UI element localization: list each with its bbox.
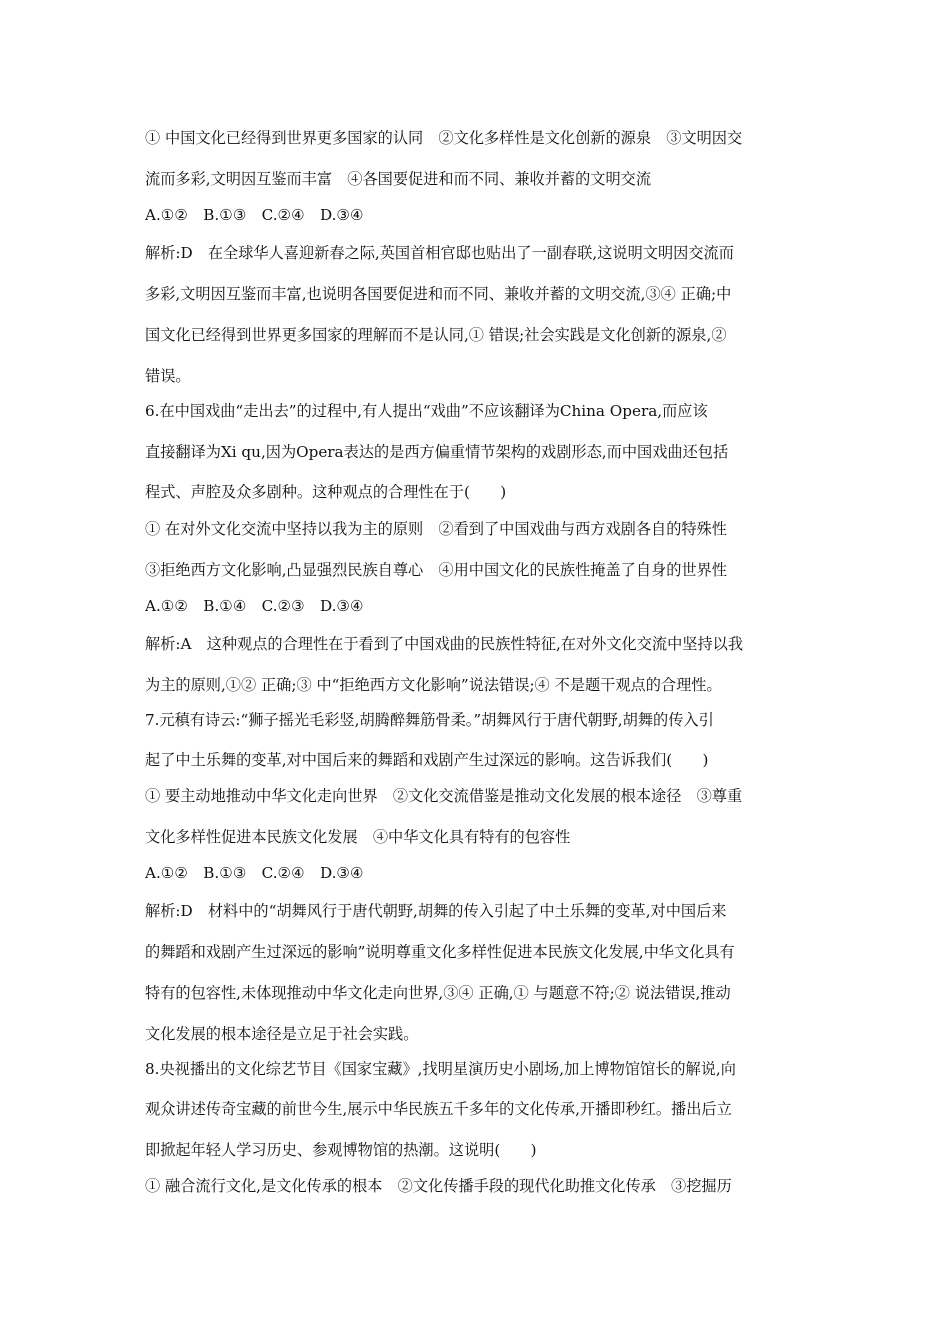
question-7: 7.元稹有诗云:“狮子摇光毛彩竖,胡腾醉舞筋骨柔。”胡舞风行于唐代朝野,胡舞的传入引	[145, 711, 714, 729]
text-line: 解析:A 这种观点的合理性在于看到了中国戏曲的民族性特征,在对外文化交流中坚持以我	[145, 635, 744, 653]
text-line: 解析:D 在全球华人喜迎新春之际,英国首相官邸也贴出了一副春联,这说明文明因交流而	[145, 244, 734, 262]
text-line: 解析:D 材料中的“胡舞风行于唐代朝野,胡舞的传入引起了中土乐舞的变革,对中国后来	[145, 902, 727, 920]
text-line: 国文化已经得到世界更多国家的理解而不是认同,① 错误;社会实践是文化创新的源泉,②	[145, 326, 727, 344]
text-line: ① 在对外文化交流中坚持以我为主的原则 ②看到了中国戏曲与西方戏剧各自的特殊性	[145, 520, 727, 538]
text-line: 的舞蹈和戏剧产生过深远的影响”说明尊重文化多样性促进本民族文化发展,中华文化具有	[145, 943, 735, 961]
text-line: ③拒绝西方文化影响,凸显强烈民族自尊心 ④用中国文化的民族性掩盖了自身的世界性	[145, 561, 727, 579]
text-line: 流而多彩,文明因互鉴而丰富 ④各国要促进和而不同、兼收并蓄的文明交流	[145, 170, 652, 188]
answer-options: A.①② B.①③ C.②④ D.③④	[145, 864, 364, 882]
text-line: ① 要主动地推动中华文化走向世界 ②文化交流借鉴是推动文化发展的根本途径 ③尊重	[145, 787, 743, 805]
text-line: 多彩,文明因互鉴而丰富,也说明各国要促进和而不同、兼收并蓄的文明交流,③④ 正确;中	[145, 285, 732, 303]
text-line: 直接翻译为Xi qu,因为Opera表达的是西方偏重情节架构的戏剧形态,而中国戏曲还包括	[145, 443, 729, 461]
text-line: ① 中国文化已经得到世界更多国家的认同 ②文化多样性是文化创新的源泉 ③文明因交	[145, 129, 743, 147]
text-line: 起了中土乐舞的变革,对中国后来的舞蹈和戏剧产生过深远的影响。这告诉我们( )	[145, 751, 709, 769]
text-line: 文化发展的根本途径是立足于社会实践。	[145, 1025, 419, 1043]
question-8: 8.央视播出的文化综艺节目《国家宝藏》,找明星演历史小剧场,加上博物馆馆长的解说,向	[145, 1060, 736, 1078]
text-line: ① 融合流行文化,是文化传承的根本 ②文化传播手段的现代化助推文化传承 ③挖掘历	[145, 1177, 732, 1195]
answer-options: A.①② B.①④ C.②③ D.③④	[145, 597, 364, 615]
question-6: 6.在中国戏曲“走出去”的过程中,有人提出“戏曲”不应该翻译为China Opera,而应该	[145, 402, 708, 420]
answer-options: A.①② B.①③ C.②④ D.③④	[145, 206, 364, 224]
text-line: 为主的原则,①② 正确;③ 中“拒绝西方文化影响”说法错误;④ 不是题干观点的合理性。	[145, 676, 722, 694]
text-line: 错误。	[145, 367, 191, 385]
text-line: 特有的包容性,未体现推动中华文化走向世界,③④ 正确,① 与题意不符;② 说法错误,推动	[145, 984, 731, 1002]
text-line: 即掀起年轻人学习历史、参观博物馆的热潮。这说明( )	[145, 1141, 537, 1159]
text-line: 文化多样性促进本民族文化发展 ④中华文化具有特有的包容性	[145, 828, 571, 846]
text-line: 观众讲述传奇宝藏的前世今生,展示中华民族五千多年的文化传承,开播即秒红。播出后立	[145, 1100, 732, 1118]
text-line: 程式、声腔及众多剧种。这种观点的合理性在于( )	[145, 483, 507, 501]
